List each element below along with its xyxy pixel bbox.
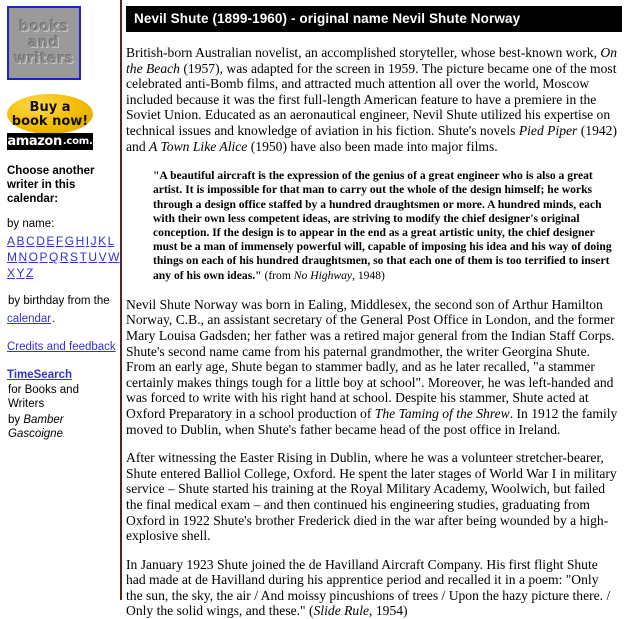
spacer-before-quote [126,154,622,169]
spacer-after-p2 [126,437,622,450]
alpha-link-D[interactable]: D [36,234,45,248]
timesearch-author-name: Bamber Gascoigne [8,414,64,440]
alphabet-row-1 [7,232,116,249]
p4-part1: In January 1923 Shute joined the de Havilland Aircraft Company. His first flight Shute had made at de Havilland during his apprentice period and recalled it in a poem: "Only the sun, the sky, the air / And moissy pincushions of trees / Upon the hazy picture there. / Only the solid wings, and these." ( [126,556,611,619]
spacer-after-quote [126,283,622,297]
quote-attribution [262,269,385,282]
alpha-link-F[interactable]: F [55,234,64,248]
alpha-link-A[interactable]: A [7,234,16,248]
sidebar [0,0,120,600]
by-name-label: by name: [7,218,55,230]
p1-title-a-town-like-alice: A Town Like Alice [149,138,248,154]
alpha-link-W[interactable]: W [108,250,120,264]
amazon-brand-main: amazon [7,134,62,149]
p1-part1: British-born Australian novelist, an accomplished storyteller, whose best-known work, [126,45,601,60]
birthday-text-pre: by birthday from the [8,295,110,307]
p2-part2: . In 1912 the family moved to Dublin, when Shute's father became head of the post office in Ireland. [126,405,618,437]
paragraph-early-life [126,297,618,437]
alpha-link-U[interactable]: U [88,250,98,264]
alpha-link-T[interactable]: T [79,250,87,264]
alpha-link-N[interactable]: N [18,250,28,264]
quote-attrib-source: No Highway [293,268,353,282]
alpha-link-C[interactable]: C [26,234,35,248]
paragraph-intro [126,45,618,154]
alpha-link-G[interactable]: G [64,234,75,248]
paragraph-easter-rising: After witnessing the Easter Rising in Dublin, where he was a volunteer stretcher-bearer, Shute entered Balliol College, Oxford. He spent the later stages of World War I in military service – Shute started his training at the Royal Military Academy, Woolwich, but failed the final medical exam – and then continued his engineering studies, graduating from Oxford in 1922 Shute's brother Frederick died in the war after being wounded by a high-explosive shell. [126,450,617,544]
sidebar-divider [120,0,122,600]
alpha-link-M[interactable]: M [7,250,17,264]
timesearch-author-line [8,413,116,441]
alpha-link-Q[interactable]: Q [49,250,59,264]
alpha-link-V[interactable]: V [98,250,107,264]
alpha-link-J[interactable]: J [90,234,97,248]
quote-text: "A beautiful aircraft is the expression of the genius of a great engineer who is also a great artist. It is impossible for that man to carry out the whole of the design himself; he works through a design office staffed by a hundred draughtsmen or more. A hundred minds, each with their own less competent ideas, are striving to modify the chief designer's original conception. If the design is to appear in the end as a great artistic unity, the chief designer must be a man of immensely powerful will, capable of imposing his idea and his way of doing things on each of his hundred draughtsmen, so that each one of them is too terrified to insert any of his own ideas." [153,169,612,282]
p1-part4: (1950) have also been made into major films. [247,138,498,154]
spacer-after-title [126,32,622,45]
alpha-link-Y[interactable]: Y [16,266,25,280]
amazon-brand-suffix: .com. [62,136,93,147]
quote-attrib-pre: (from [261,268,294,282]
main-content [126,0,622,619]
amazon-brand-bar[interactable] [7,133,93,150]
alpha-link-E[interactable]: E [46,234,55,248]
buy-label-line-2: book now! [11,113,89,129]
amazon-buy-button[interactable] [7,94,95,150]
alphabet-index [7,233,121,281]
p2-part1: Nevil Shute Norway was born in Ealing, Middlesex, the second son of Arthur Hamilton Norway, C.B., an assistant secretary of the General Post Office in London, and the former Mary Louisa Gadsden; her father was a retired major general from the Indian Staff Corps. Shute's second name came from his paternal grandmother, the writer Georgina Shute. From an early age, Shute began to stammer badly, and as he later recalled, "a stammer certainly makes things tough for a little boy at school". Moreover, he was left-handed and was forced to write with his right hand at school. Despite his stammer, Shute acted at Oxford Preparatory in a school production of [126,296,615,421]
alpha-link-K[interactable]: K [98,234,107,248]
alpha-link-R[interactable]: R [59,250,69,264]
choose-writer-heading: Choose another writer in this calendar: [7,165,95,205]
credits-block [7,337,116,355]
timesearch-link[interactable]: TimeSearch [7,369,72,381]
alpha-link-X[interactable]: X [7,266,16,280]
quote-attrib-post: , 1948) [352,268,385,282]
logo-line-3: writers [14,51,74,67]
logo-line-1: books [19,19,69,35]
alpha-link-B[interactable]: B [16,234,25,248]
p1-part3: (1942) and [126,122,617,154]
timesearch-block [7,365,116,441]
birthday-block [7,291,116,327]
p1-part2: (1957), was adapted for the screen in 1959. The picture became one of the most celebrated anti-Bomb films, and attracted much attention all over the world, Moscow included because it was the first full-length American feature to have a premiere in the Soviet Union. Educated as an aeronautical engineer, Nevil Shute utilized his expertise on technical issues and knowledge of aviation in his fiction. Shute's novels [126,60,617,138]
logo-line-2: and [28,35,60,51]
p1-title-pied-piper: Pied Piper [518,122,578,138]
alpha-link-Z[interactable]: Z [26,266,34,280]
buy-label-line-1: Buy a [29,99,71,115]
alpha-link-O[interactable]: O [28,250,39,264]
books-and-writers-logo[interactable] [7,6,81,80]
p2-title-taming-of-the-shrew: The Taming of the Shrew [374,405,510,421]
alpha-link-I[interactable]: I [85,234,90,248]
alpha-link-H[interactable]: H [75,234,85,248]
p4-part2: , 1954) [369,603,408,619]
buy-book-now-badge[interactable] [7,94,93,134]
alpha-link-P[interactable]: P [39,250,48,264]
alphabet-row-2 [7,248,121,265]
pull-quote [153,169,619,283]
alpha-link-L[interactable]: L [107,234,115,248]
birthday-text-post: . [52,313,56,325]
credits-and-feedback-link[interactable]: Credits and feedback [7,341,116,353]
timesearch-subtitle: for Books and Writers [8,384,79,410]
alphabet-row-3 [7,264,35,281]
p4-title-slide-rule: Slide Rule [313,603,370,619]
spacer-after-p3 [126,544,622,557]
alpha-link-S[interactable]: S [70,250,79,264]
page-title: Nevil Shute (1899-1960) - original name Nevil Shute Norway [126,6,622,32]
paragraph-de-havilland [126,557,618,619]
calendar-link[interactable]: calendar [7,313,52,325]
p1-title-on-the-beach: On the Beach [126,45,618,76]
timesearch-by-prefix: by [8,414,24,426]
